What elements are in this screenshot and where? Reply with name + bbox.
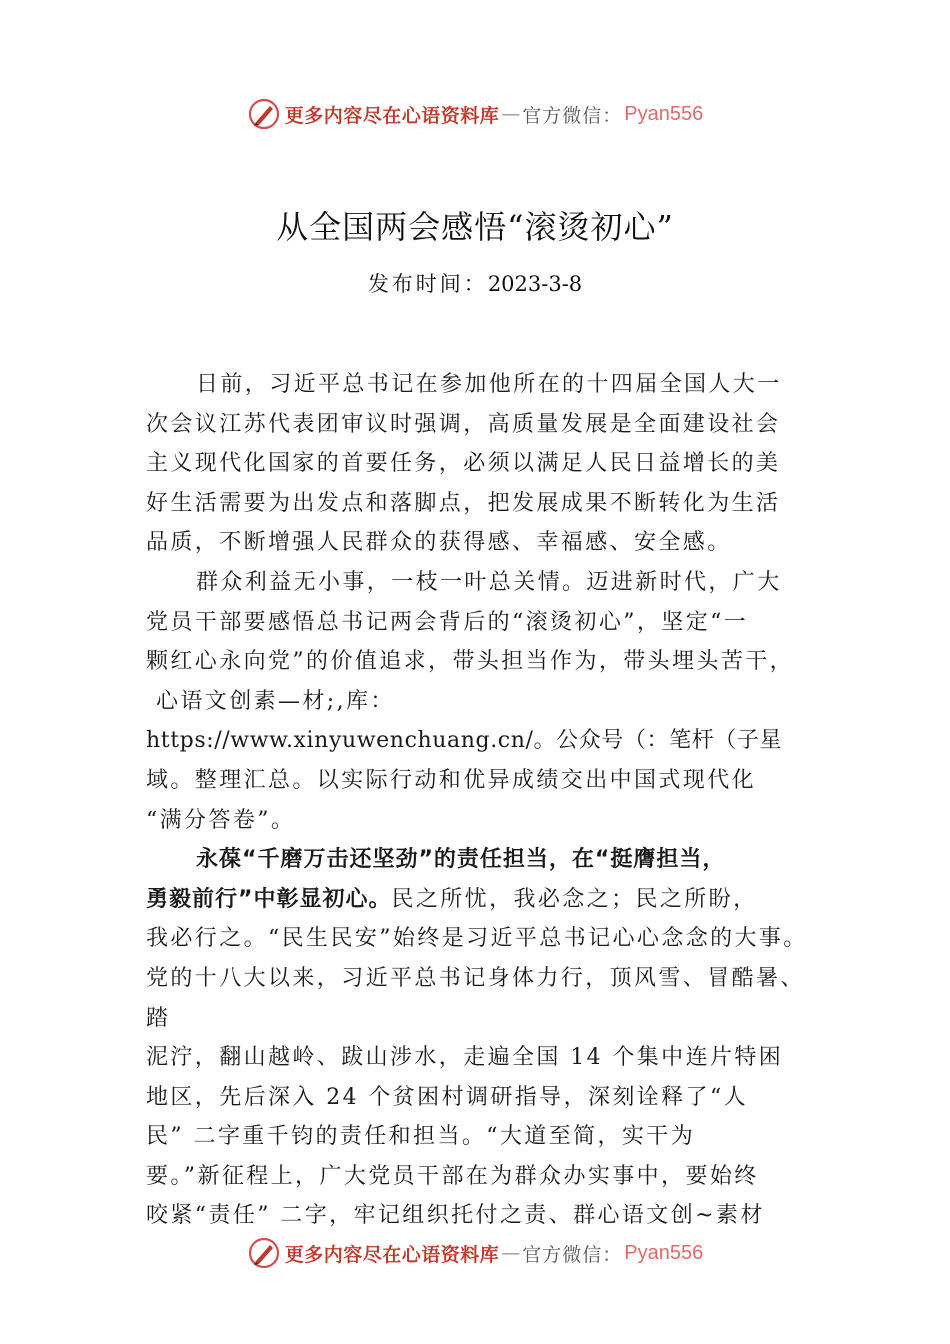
text-run: 民之所忧，我必念之；民之所盼，	[391, 886, 758, 912]
banner-wechat-label: 官方微信：	[522, 1243, 623, 1266]
publish-date	[0, 268, 950, 298]
text-line	[146, 880, 826, 920]
paragraph-3	[146, 840, 826, 1236]
banner-wechat-id: Pyan556	[624, 102, 704, 125]
text-line: 域。整理汇总。以实际行动和优异成绩交出中国式现代化	[146, 767, 757, 793]
text-line-url: https://www.xinyuwenchuang.cn/。公众号（：笔杆（子星	[146, 728, 783, 754]
banner-separator: —	[501, 103, 521, 125]
text-line: 要。”新征程上，广大党员干部在为群众办实事中，要始终	[146, 1163, 759, 1189]
banner-wechat-id: Pyan556	[624, 1241, 704, 1264]
text-line: 好生活需要为出发点和落脚点，把发展成果不断转化为生活	[146, 490, 781, 516]
bold-heading-part-2: 勇毅前行”中彰显初心。	[146, 886, 392, 912]
text-line: 品质，不断增强人民群众的获得感、幸福感、安全感。	[146, 530, 732, 556]
pen-logo-icon	[247, 1236, 281, 1270]
text-line: 主义现代化国家的首要任务，必须以满足人民日益增长的美	[146, 451, 781, 477]
banner-text: 更多内容尽在心语资料库	[284, 1243, 500, 1266]
text-line: 群众利益无小事，一枝一叶总关情。迈进新时代，广大	[196, 569, 782, 595]
banner-wechat-label: 官方微信：	[522, 104, 623, 127]
paragraph-2	[146, 563, 826, 840]
banner-text: 更多内容尽在心语资料库	[284, 104, 500, 127]
publish-date-label: 发布时间：	[367, 272, 488, 296]
text-line: 泥泞，翻山越岭、跋山涉水，走遍全国 14 个集中连片特困	[146, 1045, 784, 1071]
paragraph-1	[146, 365, 826, 563]
bold-heading-part-1: 永葆“千磨万击还坚劲”的责任担当，在“挺膺担当，	[196, 847, 726, 873]
article-body	[146, 365, 826, 1236]
text-line: 颗红心永向党”的价值追求，带头担当作为，带头埋头苦干，	[146, 649, 795, 675]
text-line: 心语文创素—材;,库：	[156, 688, 395, 714]
header-watermark-banner	[0, 94, 950, 134]
text-line: 我必行之。“民生民安”始终是习近平总书记心心念念的大事。	[146, 926, 808, 952]
banner-separator: —	[501, 1242, 521, 1264]
text-line: 民” 二字重千钧的责任和担当。“大道至简，实干为	[146, 1124, 696, 1150]
text-line: “满分答卷”。	[146, 807, 296, 833]
text-line: 地区，先后深入 24 个贫困村调研指导，深刻诠释了“人	[146, 1084, 749, 1110]
text-line: 日前，习近平总书记在参加他所在的十四届全国人大一	[196, 372, 782, 397]
article-title: 从全国两会感悟“滚烫初心”	[276, 208, 674, 246]
pen-logo-icon	[247, 97, 281, 131]
text-line	[146, 840, 826, 880]
text-line: 党的十八大以来，习近平总书记身体力行，顶风雪、冒酷暑、踏	[146, 965, 805, 1031]
text-line: 咬紧“责任” 二字，牢记组织托付之责、群心语文创~素材	[146, 1203, 765, 1229]
footer-watermark-banner	[0, 1233, 950, 1273]
text-line: 党员干部要感悟总书记两会背后的“滚烫初心”，坚定“一	[146, 609, 749, 635]
publish-date-value: 2023-3-8	[487, 272, 583, 296]
text-line: 次会议江苏代表团审议时强调，高质量发展是全面建设社会	[146, 411, 781, 437]
